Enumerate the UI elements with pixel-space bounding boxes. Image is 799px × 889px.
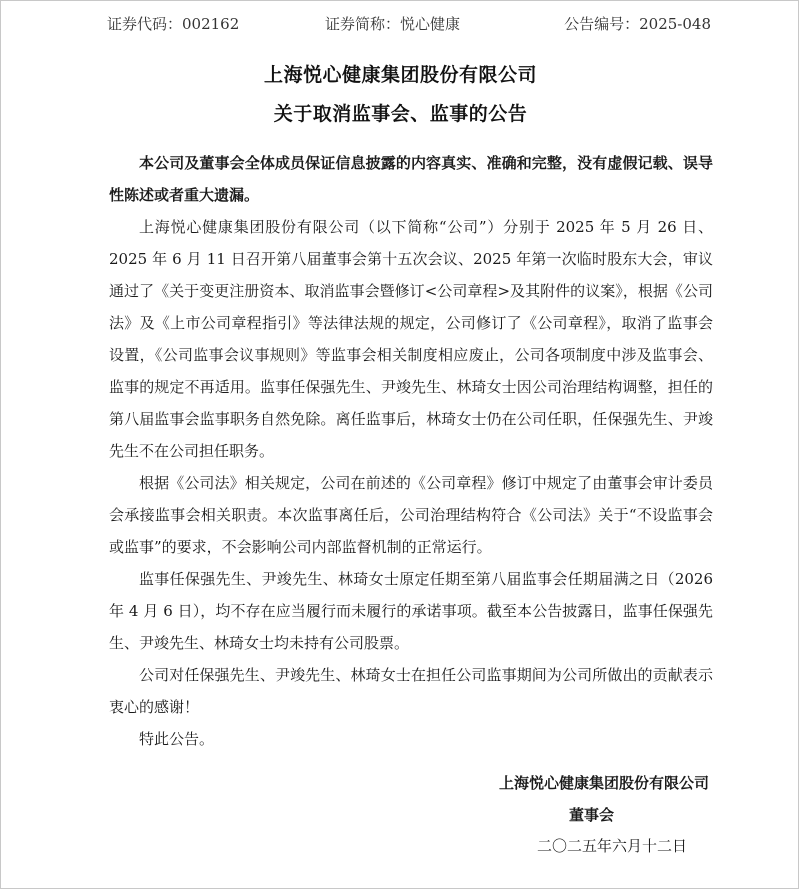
announcement-title: 关于取消监事会、监事的公告 [273, 103, 528, 125]
body-paragraph: 根据《公司法》相关规定，公司在前述的《公司章程》修订中规定了由董事会审计委员会承接监事会相关职责。本次监事离任后，公司治理结构符合《公司法》关于“不设监事会或监事”的要求，不会影响公司内部监督机制的正常运行。 [109, 474, 713, 556]
announcement-header [107, 13, 711, 35]
closing-remark: 特此公告。 [139, 730, 215, 748]
body-paragraph: 公司对任保强先生、尹竣先生、林琦女士在担任公司监事期间为公司所做出的贡献表示衷心的感谢！ [109, 666, 713, 716]
stock-abbreviation: 证券简称：悦心健康 [325, 15, 461, 33]
announcement-body [109, 147, 713, 755]
body-paragraph: 监事任保强先生、尹竣先生、林琦女士原定任期至第八届监事会任期届满之日（2026 年 4 月 6 日），均不存在应当履行而未履行的承诺事项。截至本公告披露日，监事任保强先生、尹竣先生、林琦女士均未持有公司股票。 [109, 570, 713, 652]
stock-code: 证券代码：002162 [107, 15, 240, 33]
announcement-number: 公告编号：2025-048 [564, 15, 711, 33]
body-paragraph: 上海悦心健康集团股份有限公司（以下简称“公司”）分别于 2025 年 5 月 26 日、2025 年 6 月 11 日召开第八届董事会第十五次会议、2025 年第一次临时股东大会，审议通过了《关于变更注册资本、取消监事会暨修订<公司章程>及其附件的议案》，根据《公司法》及《上市公司章程指引》等法律法规的规定，公司修订了《公司章程》，取消了监事会设置，《公司监事会议事规则》等监事会相关制度相应废止，公司各项制度中涉及监事会、监事的规定不再适用。监事任保强先生、尹竣先生、林琦女士因公司治理结构调整，担任的第八届监事会监事职务自然免除。离任监事后，林琦女士仍在公司任职，任保强先生、尹竣先生不在公司担任职务。 [109, 218, 713, 460]
signature-company: 上海悦心健康集团股份有限公司 [498, 774, 709, 792]
signature-date: 二〇二五年六月十二日 [537, 837, 688, 855]
company-title: 上海悦心健康集团股份有限公司 [263, 64, 537, 86]
signature-board: 董事会 [569, 806, 615, 824]
disclosure-statement: 本公司及董事会全体成员保证信息披露的内容真实、准确和完整，没有虚假记载、误导性陈述或者重大遗漏。 [109, 154, 713, 204]
